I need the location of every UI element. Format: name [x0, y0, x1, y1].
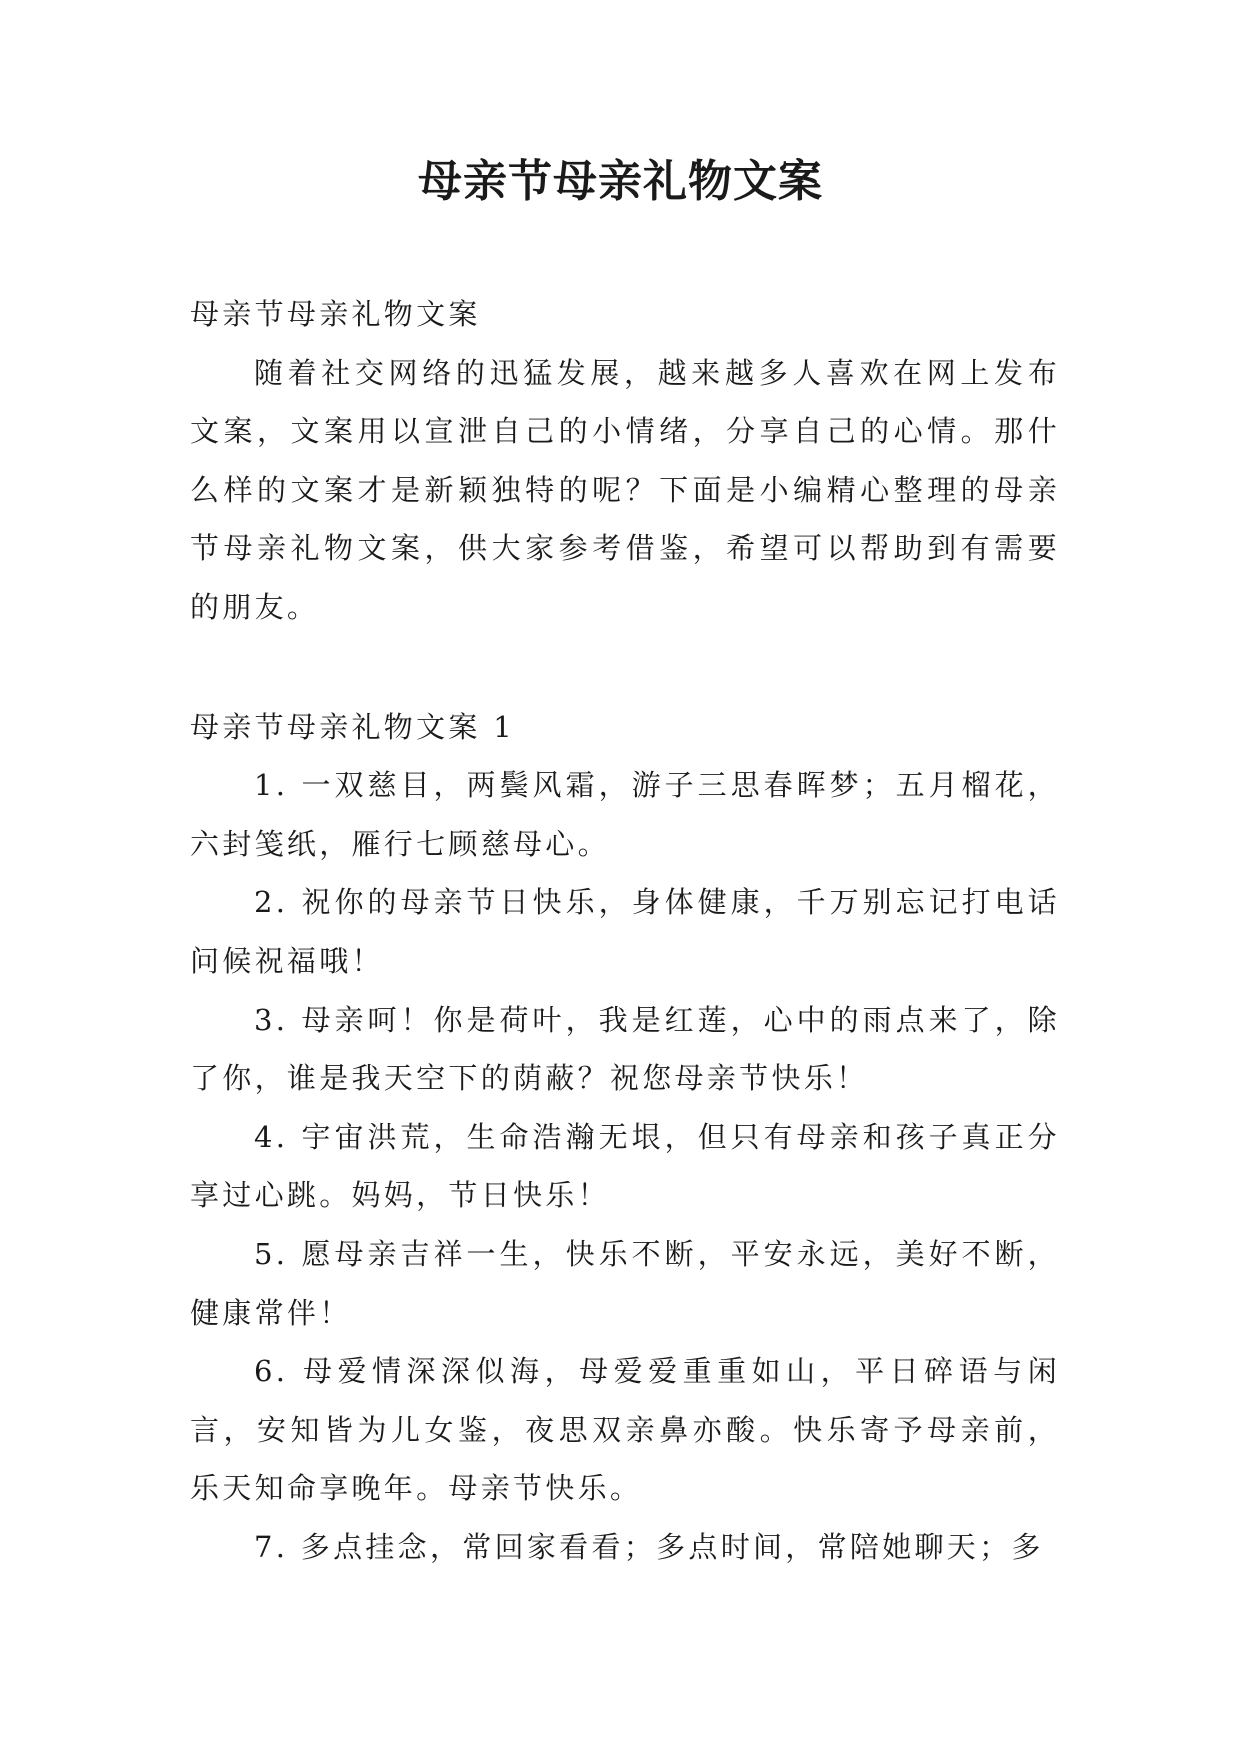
- section-spacer: [190, 637, 1060, 698]
- list-item: 3. 母亲呵！你是荷叶，我是红莲，心中的雨点来了，除了你，谁是我天空下的荫蔽？祝您母亲节快乐！: [190, 1002, 1060, 1096]
- list-item: 1. 一双慈目，两鬓风霜，游子三思春晖梦；五月榴花，六封笺纸，雁行七顾慈母心。: [190, 768, 1060, 861]
- list-item: 6. 母爱情深深似海，母爱爱重重如山，平日碎语与闲言，安知皆为儿女鉴，夜思双亲鼻亦酸。快乐寄予母亲前，乐天知命享晚年。母亲节快乐。: [190, 1354, 1060, 1506]
- document-title: 母亲节母亲礼物文案: [418, 156, 823, 207]
- list-item: 5. 愿母亲吉祥一生，快乐不断，平安永远，美好不断，健康常伴！: [190, 1236, 1060, 1330]
- list-item: 7. 多点挂念，常回家看看；多点时间，常陪她聊天；多: [254, 1529, 1044, 1564]
- intro-paragraph: 随着社交网络的迅猛发展，越来越多人喜欢在网上发布文案，文案用以宣泄自己的小情绪，分享自己的心情。那什么样的文案才是新颖独特的呢？下面是小编精心整理的母亲节母亲礼物文案，供大家参考借鉴，希望可以帮助到有需要的朋友。: [190, 355, 1060, 624]
- document-body: [190, 285, 1060, 1576]
- intro-heading: 母亲节母亲礼物文案: [190, 297, 481, 331]
- section-heading: 母亲节母亲礼物文案 1: [190, 709, 515, 744]
- list-item: 4. 宇宙洪荒，生命浩瀚无垠，但只有母亲和孩子真正分享过心跳。妈妈，节日快乐！: [190, 1119, 1060, 1213]
- list-item: 2. 祝你的母亲节日快乐，身体健康，千万别忘记打电话问候祝福哦！: [190, 885, 1060, 978]
